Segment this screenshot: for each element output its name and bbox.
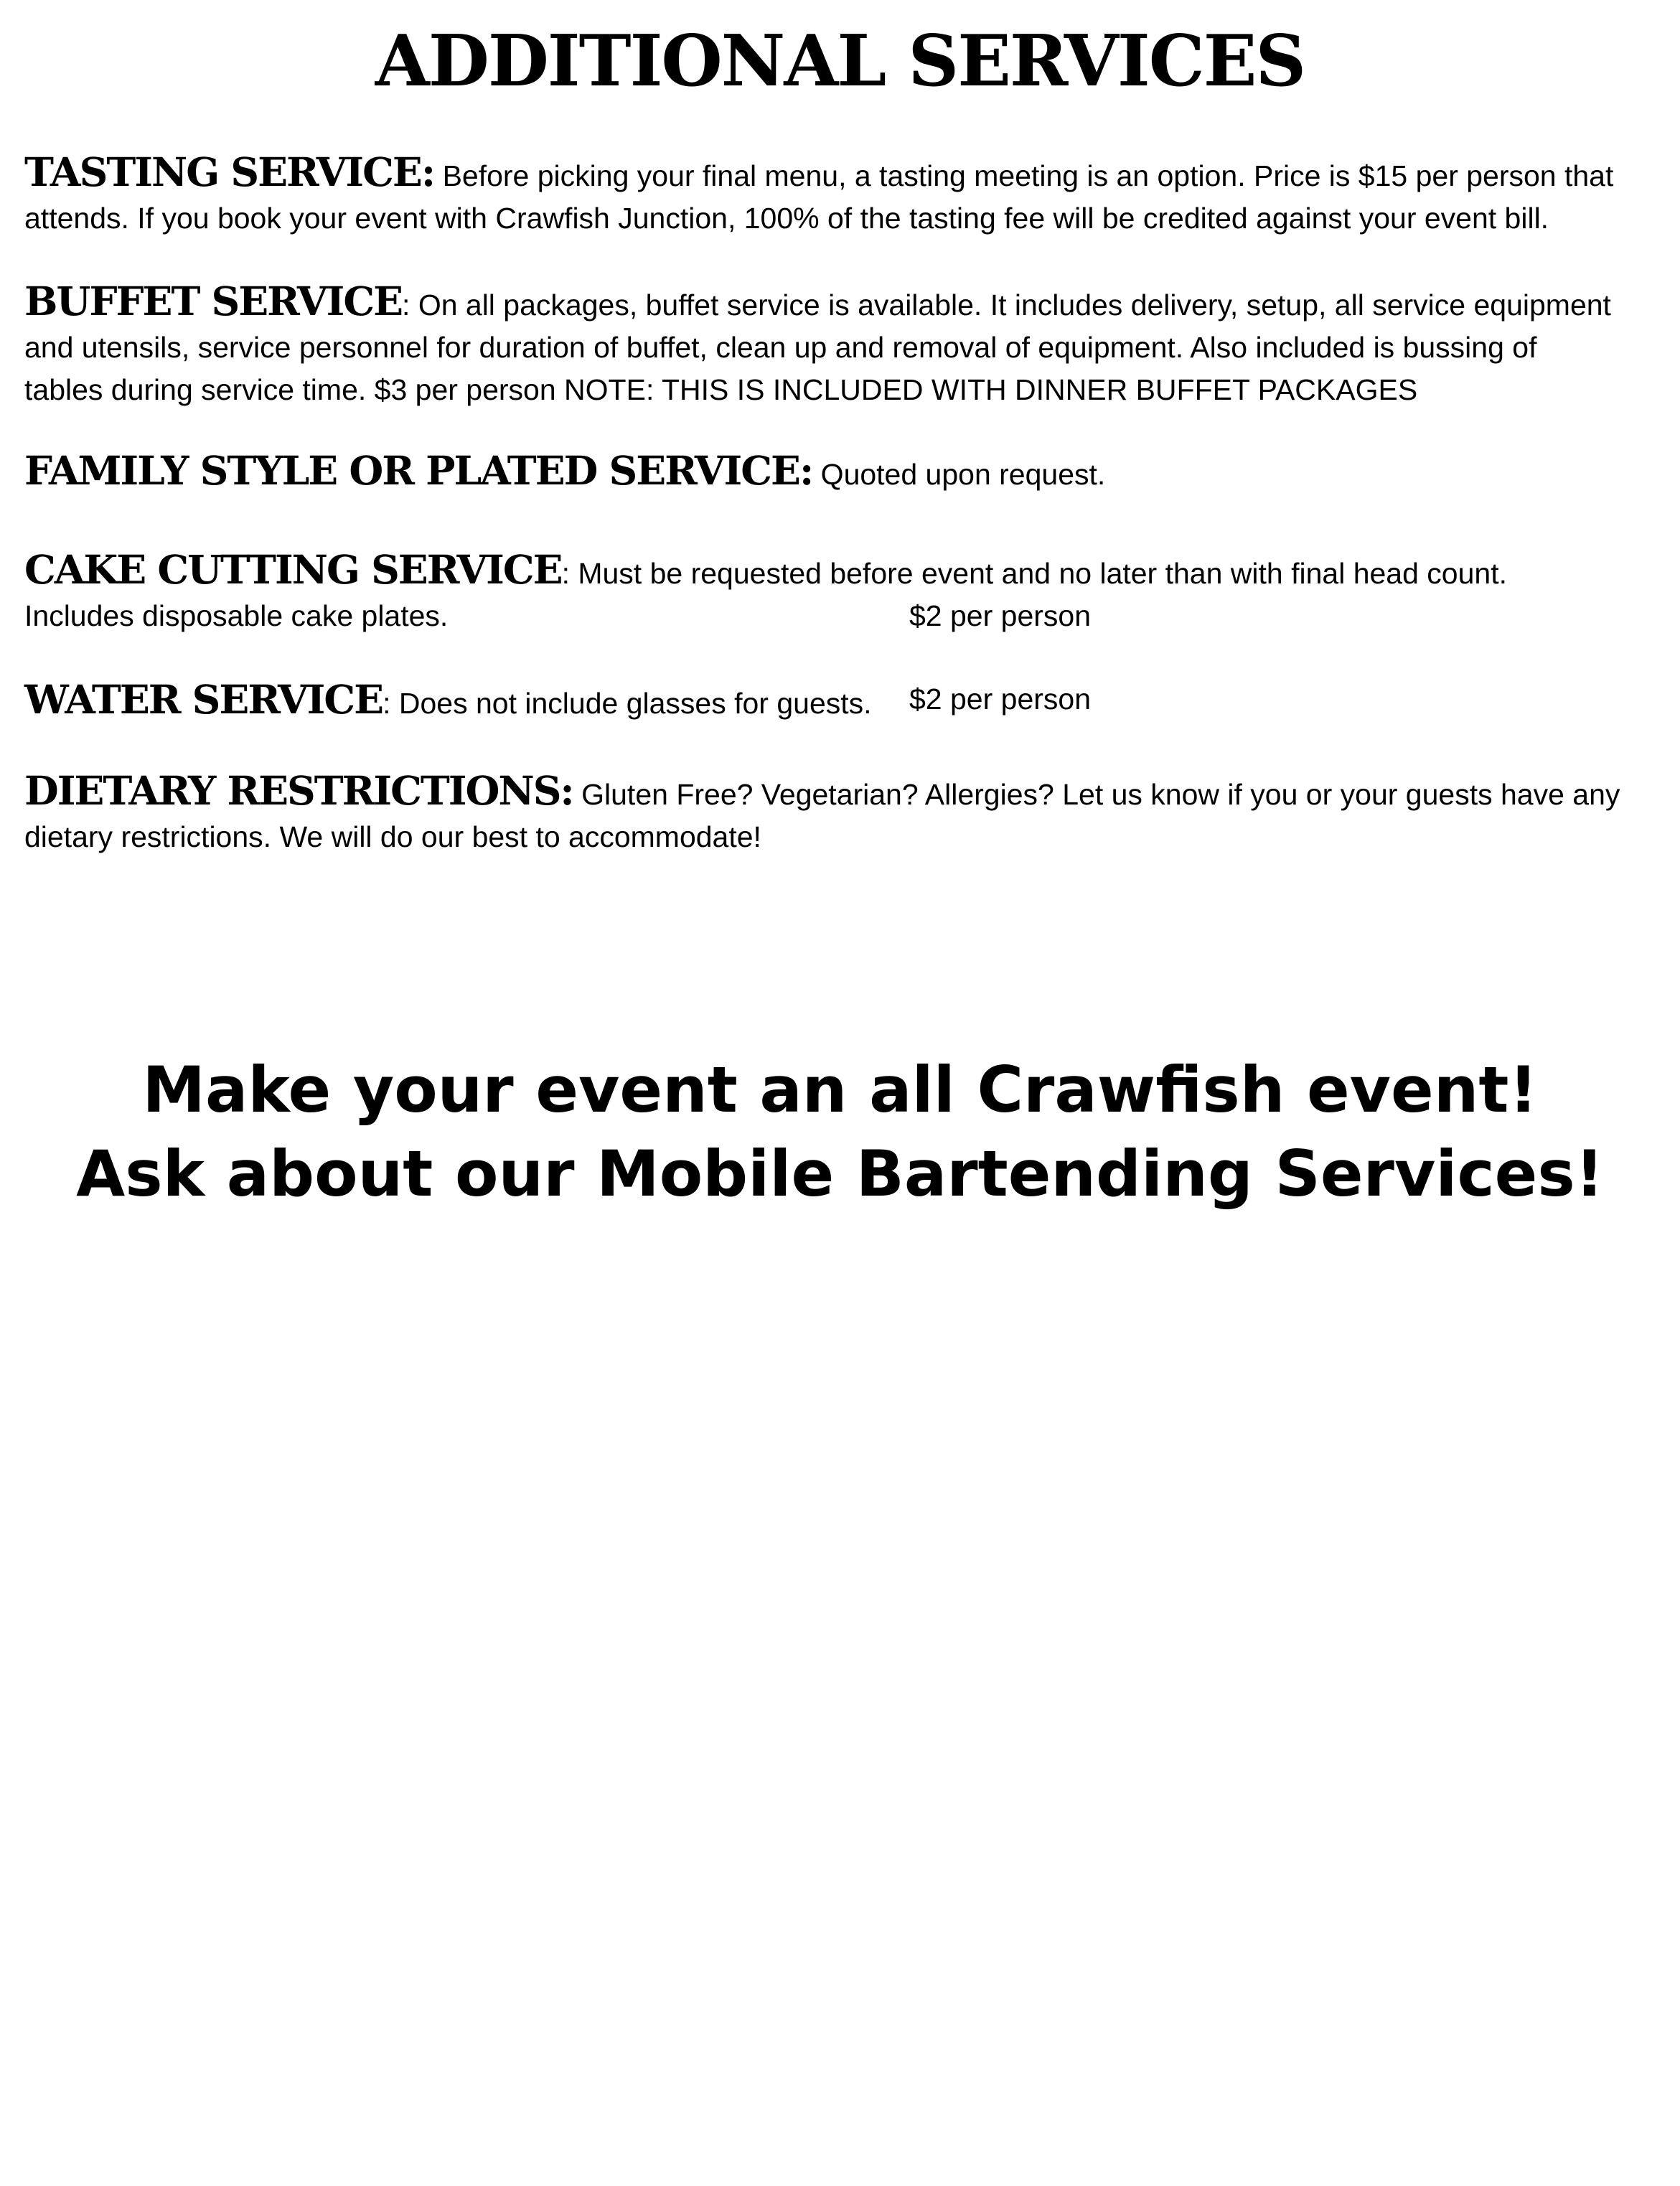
buffet-service-text-3: tables during service time. $3 per person NOTE: THIS IS INCLUDED WITH DINNER BUFFET PACKAGES: [24, 373, 1418, 406]
promo-line-2: Ask about our Mobile Bartending Services!: [76, 1137, 1604, 1211]
dietary-restrictions-section: [24, 769, 1661, 858]
buffet-service-heading: BUFFET SERVICE: [24, 278, 403, 324]
dietary-restrictions-text-1: Gluten Free? Vegetarian? Allergies? Let us know if you or your guests have any: [581, 778, 1620, 811]
tasting-service-heading: TASTING SERVICE:: [24, 149, 435, 195]
dietary-restrictions-heading: DIETARY RESTRICTIONS:: [24, 767, 573, 814]
promo-line-1: Make your event an all Crawfish event!: [142, 1053, 1538, 1127]
buffet-service-text-2: and utensils, service personnel for duration of buffet, clean up and removal of equipment. Also included is bussing of: [24, 331, 1537, 364]
cake-cutting-text-2: Includes disposable cake plates.: [24, 599, 449, 632]
water-service-section: [24, 678, 1661, 725]
tasting-service-text-1: Before picking your final menu, a tasting meeting is an option. Price is $15 per person that: [442, 159, 1614, 192]
cake-cutting-section: [24, 548, 1661, 637]
water-service-price: $2 per person: [909, 682, 1092, 716]
tasting-service-text-2: attends. If you book your event with Crawfish Junction, 100% of the tasting fee will be credited against your event bill.: [24, 202, 1549, 235]
page-title: ADDITIONAL SERVICES: [375, 20, 1305, 103]
buffet-service-text-1: : On all packages, buffet service is available. It includes delivery, setup, all service equipment: [402, 289, 1611, 322]
cake-cutting-price: $2 per person: [909, 599, 1092, 632]
family-style-heading: FAMILY STYLE OR PLATED SERVICE:: [24, 447, 813, 494]
cake-cutting-text-1: : Must be requested before event and no later than with final head count.: [561, 557, 1507, 590]
buffet-service-section: [24, 280, 1661, 411]
water-service-text: : Does not include glasses for guests.: [383, 687, 872, 720]
cake-cutting-heading: CAKE CUTTING SERVICE: [24, 546, 562, 593]
promo-block: [0, 1048, 1680, 1216]
family-style-section: [24, 449, 1661, 496]
dietary-restrictions-text-2: dietary restrictions. We will do our best to accommodate!: [24, 820, 761, 853]
tasting-service-section: [24, 151, 1661, 240]
family-style-text: Quoted upon request.: [820, 458, 1106, 491]
water-service-heading: WATER SERVICE: [24, 676, 383, 723]
